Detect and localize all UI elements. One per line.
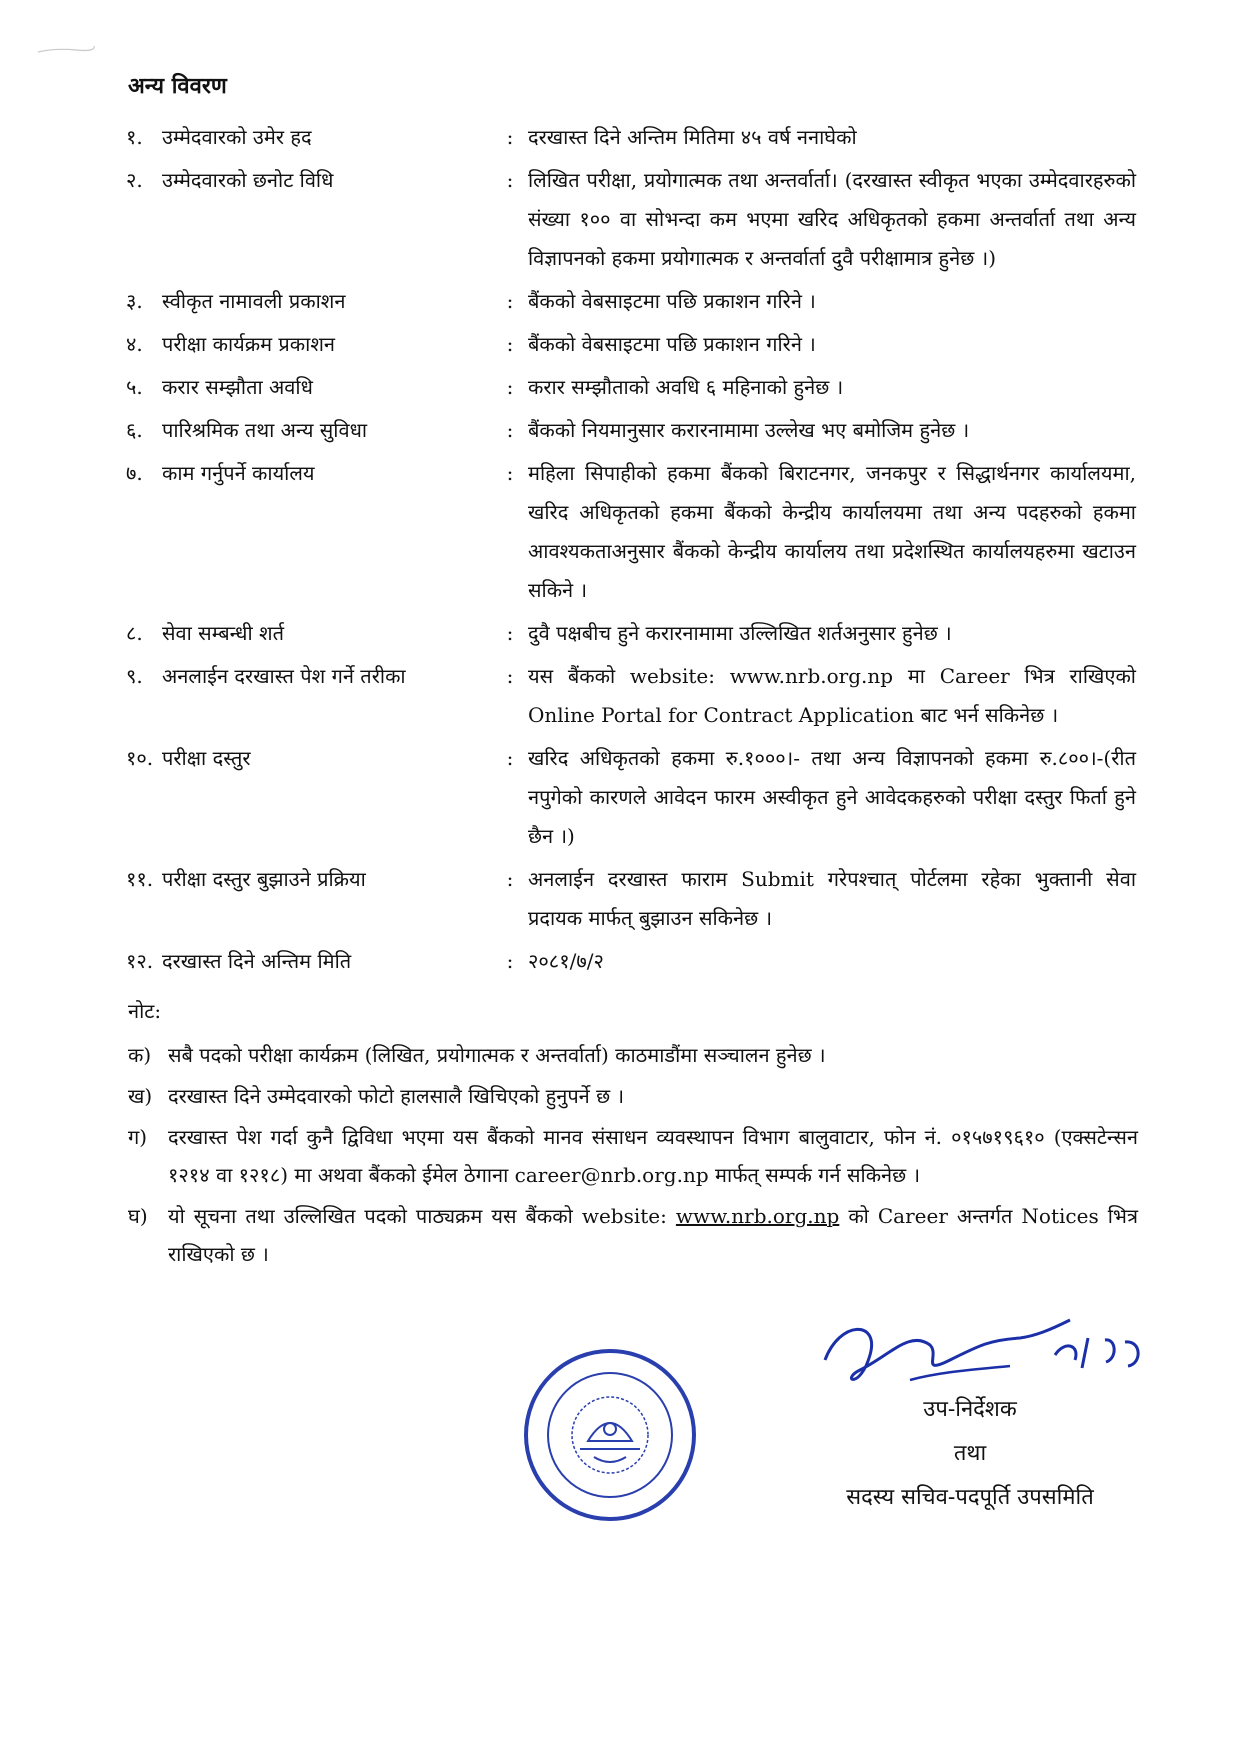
detail-colon: : [506,867,514,891]
detail-label: करार सम्झौता अवधि [162,375,313,399]
detail-number: ९. [126,664,143,688]
detail-label: उम्मेदवारको उमेर हद [162,125,312,149]
detail-value: दुवै पक्षबीच हुने करारनामामा उल्लिखित शर्तअनुसार हुनेछ । [528,621,952,645]
detail-colon: : [506,746,514,770]
detail-value: बैंकको नियमानुसार करारनामामा उल्लेख भए बमोजिम हुनेछ । [528,418,970,442]
note-item [128,1197,1138,1273]
detail-number: ३. [126,289,143,313]
detail-number: १. [126,125,143,149]
notes-title: नोट: [128,999,162,1023]
detail-colon: : [506,125,514,149]
detail-label: परीक्षा कार्यक्रम प्रकाशन [162,332,336,356]
note-text [168,1197,1138,1273]
note-text-after: को Career अन्तर्गत Notices भित्र राखिएको छ । [168,1204,1139,1266]
detail-value: दरखास्त दिने अन्तिम मितिमा ४५ वर्ष ननाघेको [528,125,857,149]
detail-number: ११. [126,867,154,891]
signatory-conjunction: तथा [953,1441,987,1466]
signature-scrawl [820,1300,1150,1400]
detail-row [126,118,1136,161]
detail-label: परीक्षा दस्तुर बुझाउने प्रक्रिया [162,867,366,891]
detail-label: काम गर्नुपर्ने कार्यालय [162,461,315,485]
detail-value: यस बैंकको website: www.nrb.org.np मा Career भित्र राखिएको Online Portal for Contract Application बाट भर्न सकिनेछ । [528,664,1136,727]
note-mark: ख) [128,1084,153,1108]
detail-label: सेवा सम्बन्धी शर्त [162,621,284,645]
signatory-role: सदस्य सचिव-पदपूर्ति उपसमिति [846,1485,1094,1510]
detail-label: पारिश्रमिक तथा अन्य सुविधा [162,418,368,442]
detail-row [126,614,1136,657]
detail-value: करार सम्झौताको अवधि ६ महिनाको हुनेछ । [528,375,844,399]
official-seal [520,1345,700,1525]
details-table [126,118,1136,985]
detail-number: ६. [126,418,143,442]
detail-label: परीक्षा दस्तुर [162,746,251,770]
detail-label: अनलाईन दरखास्त पेश गर्ने तरीका [162,664,406,688]
section-title: अन्य विवरण [128,73,227,99]
detail-number: ५. [126,375,143,399]
detail-colon: : [506,461,514,485]
notes-section [128,992,1138,1276]
signatory-block [800,1388,1140,1520]
detail-row [126,454,1136,614]
detail-row [126,739,1136,860]
detail-colon: : [506,621,514,645]
detail-row [126,942,1136,985]
detail-row [126,282,1136,325]
detail-colon: : [506,375,514,399]
detail-row [126,368,1136,411]
note-item [128,1077,1138,1115]
detail-number: १०. [126,746,154,770]
website-link[interactable]: www.nrb.org.np [675,1204,840,1228]
detail-number: ८. [126,621,143,645]
detail-number: ४. [126,332,143,356]
note-text-before: यो सूचना तथा उल्लिखित पदको पाठ्यक्रम यस बैंकको website: [168,1204,676,1228]
detail-row [126,860,1136,942]
note-text: सबै पदको परीक्षा कार्यक्रम (लिखित, प्रयोगात्मक र अन्तर्वार्ता) काठमाडौंमा सञ्चालन हुनेछ । [168,1043,826,1067]
detail-row [126,325,1136,368]
detail-value: २०८१/७/२ [528,949,604,973]
detail-colon: : [506,168,514,192]
detail-number: १२. [126,949,154,973]
detail-value: अनलाईन दरखास्त फाराम Submit गरेपश्चात् पोर्टलमा रहेका भुक्तानी सेवा प्रदायक मार्फत् बुझाउन सकिनेछ । [528,867,1136,930]
signatory-title: उप-निर्देशक [923,1397,1017,1422]
detail-number: ७. [126,461,143,485]
detail-value: लिखित परीक्षा, प्रयोगात्मक तथा अन्तर्वार्ता। (दरखास्त स्वीकृत भएका उम्मेदवारहरुको संख्या १०० वा सोभन्दा कम भएमा खरिद अधिकृतको हकमा अन्तर्वार्ता तथा अन्य विज्ञापनको हकमा प्रयोगात्मक र अन्तर्वार्ता दुवै परीक्षामात्र हुनेछ ।) [528,168,1136,270]
detail-colon: : [506,332,514,356]
detail-value: बैंकको वेबसाइटमा पछि प्रकाशन गरिने । [528,289,816,313]
detail-value: बैंकको वेबसाइटमा पछि प्रकाशन गरिने । [528,332,816,356]
detail-colon: : [506,664,514,688]
detail-colon: : [506,418,514,442]
scan-artifact [36,40,96,60]
note-text: दरखास्त पेश गर्दा कुनै द्विविधा भएमा यस बैंकको मानव संसाधन व्यवस्थापन विभाग बालुवाटार, फोन नं. ०१५७१९६१० (एक्सटेन्सन १२१४ वा १२१८) मा अथवा बैंकको ईमेल ठेगाना career@nrb.org.np मार्फत् सम्पर्क गर्न सकिनेछ । [168,1125,1138,1187]
note-mark: क) [128,1043,152,1067]
detail-label: स्वीकृत नामावली प्रकाशन [162,289,346,313]
detail-colon: : [506,949,514,973]
note-mark: ग) [128,1125,148,1149]
detail-value: खरिद अधिकृतको हकमा रु.१०००।- तथा अन्य विज्ञापनको हकमा रु.८००।-(रीत नपुगेको कारणले आवेदन फारम अस्वीकृत हुने आवेदकहरुको परीक्षा दस्तुर फिर्ता हुने छैन ।) [528,746,1136,848]
note-item [128,1118,1138,1194]
note-text: दरखास्त दिने उम्मेदवारको फोटो हालसालै खिचिएको हुनुपर्ने छ । [168,1084,625,1108]
detail-colon: : [506,289,514,313]
note-item [128,1036,1138,1074]
detail-label: उम्मेदवारको छनोट विधि [162,168,334,192]
detail-row [126,411,1136,454]
detail-number: २. [126,168,143,192]
detail-row [126,657,1136,739]
note-mark: घ) [128,1204,148,1228]
detail-row [126,161,1136,282]
detail-value: महिला सिपाहीको हकमा बैंकको बिराटनगर, जनकपुर र सिद्धार्थनगर कार्यालयमा, खरिद अधिकृतको हकमा बैंकको केन्द्रीय कार्यालयमा तथा अन्य पदहरुको हकमा आवश्यकताअनुसार बैंकको केन्द्रीय कार्यालय तथा प्रदेशस्थित कार्यालयहरुमा खटाउन सकिने । [528,461,1136,602]
detail-label: दरखास्त दिने अन्तिम मिति [162,949,352,973]
